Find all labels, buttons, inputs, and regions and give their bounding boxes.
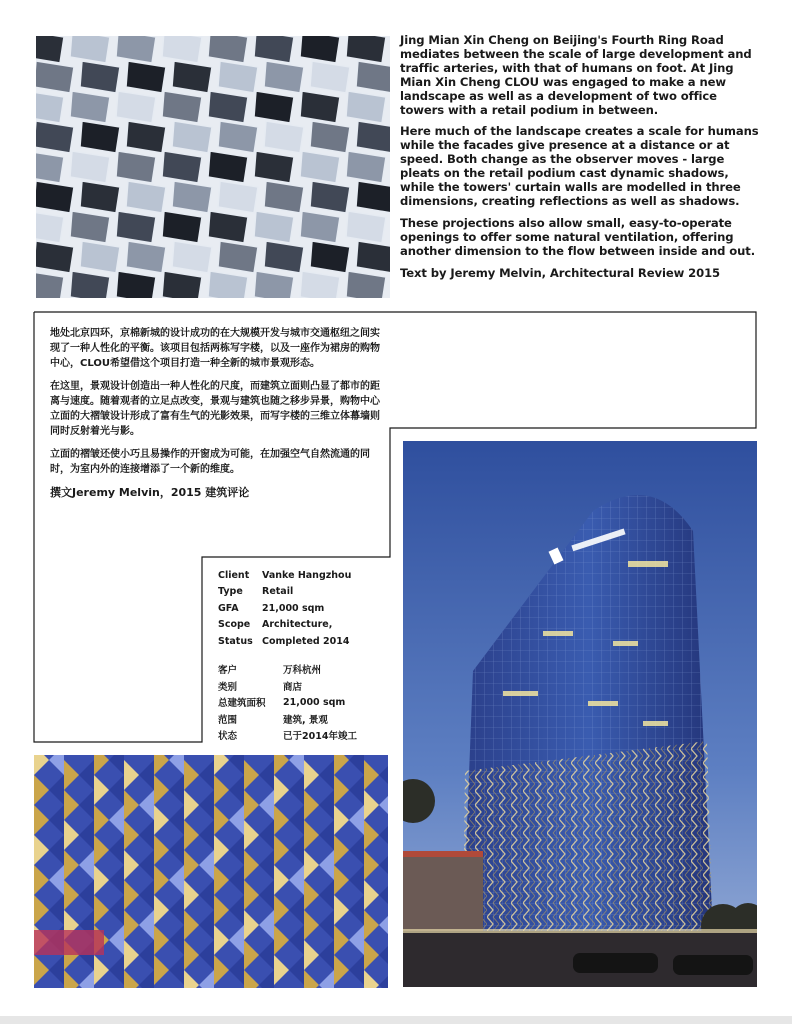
cn-paragraph-1: 地处北京四环，京棉新城的设计成功的在大规模开发与城市交通枢纽之间实现了一种人性化的平衡。该项目包括两栋写字楼，以及一座作为裙房的购物中心，CLOU希望借这个项目打造一种全新的城市景观形态。 — [50, 328, 380, 369]
info-value: 商店 — [283, 681, 303, 693]
info-key: 范围 — [218, 714, 238, 726]
info-row — [218, 600, 351, 617]
info-row — [218, 711, 357, 728]
en-credit: Text by Jeremy Melvin, Architectural Review 2015 — [400, 265, 721, 280]
chinese-article — [50, 326, 380, 508]
cn-credit: 撰文Jeremy Melvin，2015 建筑评论 — [50, 486, 250, 499]
project-info-cn — [218, 661, 357, 744]
en-paragraph-2: Here much of the landscape creates a scale for humans while the facades give presence at a distance or at speed. Both change as the observer moves - large pleats on the retail podium cast dynamic shadows, while the towers' curtain walls are modelled in three dimensions, creating reflections as well as shadows. — [400, 124, 759, 208]
info-value: Architecture, — [262, 619, 333, 631]
info-row — [218, 567, 351, 584]
info-value: 已于2014年竣工 — [283, 731, 357, 743]
info-key: Scope — [218, 619, 251, 631]
info-key: 状态 — [218, 731, 238, 743]
info-value: Vanke Hangzhou — [262, 569, 352, 581]
cn-paragraph-3: 立面的褶皱还使小巧且易操作的开窗成为可能，在加强空气自然流通的同时，为室内外的连接增添了一个新的维度。 — [50, 449, 370, 475]
info-row — [218, 661, 357, 678]
info-value: 21,000 sqm — [262, 602, 325, 614]
tower-dusk-photo — [403, 441, 757, 987]
info-key: Status — [218, 635, 253, 647]
info-row — [218, 727, 357, 744]
english-article — [400, 34, 760, 289]
info-row — [218, 584, 351, 601]
page-bottom-strip — [0, 1016, 792, 1024]
en-paragraph-3: These projections also allow small, easy-to-operate openings to offer some natural ventilation, offering another dimension to the flow between inside and out. — [400, 215, 756, 258]
info-row — [218, 694, 357, 711]
info-key: GFA — [218, 602, 239, 614]
info-value: Completed 2014 — [262, 635, 350, 647]
info-value: Retail — [262, 586, 294, 598]
info-key: 总建筑面积 — [218, 698, 266, 710]
info-value: 万科杭州 — [283, 665, 322, 677]
en-paragraph-1: Jing Mian Xin Cheng on Beijing's Fourth Ring Road mediates between the scale of large development and traffic arteries, with that of humans on foot. At Jing Mian Xin Cheng CLOU was engaged to make a new landscape as well as a development of two office towers with a retail podium in between. — [400, 33, 752, 117]
info-row — [218, 617, 351, 634]
info-key: 客户 — [218, 665, 238, 677]
info-value: 建筑, 景观 — [283, 714, 328, 726]
info-key: Client — [218, 569, 250, 581]
info-key: 类别 — [218, 681, 238, 693]
info-row — [218, 633, 351, 650]
info-value: 21,000 sqm — [283, 696, 346, 708]
cn-paragraph-2: 在这里，景观设计创造出一种人性化的尺度，而建筑立面则凸显了都市的距离与速度。随着观者的立足点改变，景观与建筑也随之移步异景，购物中心立面的大褶皱设计形成了富有生气的光影效果，而写字楼的三维立体幕墙则同时反射着光与影。 — [50, 381, 380, 437]
project-info-en — [218, 567, 351, 650]
info-key: Type — [218, 586, 243, 598]
pleated-facade-photo — [34, 755, 388, 988]
info-row — [218, 678, 357, 695]
facade-detail-photo — [36, 36, 390, 298]
